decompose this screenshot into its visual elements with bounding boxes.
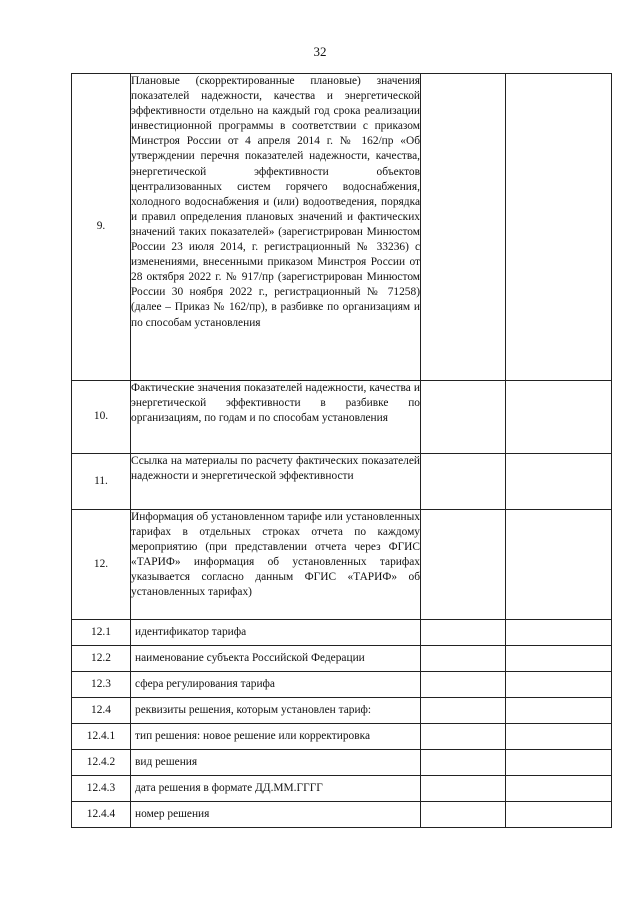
row-number: 10. (72, 381, 131, 454)
row-value-cell (506, 620, 612, 646)
row-description: наименование субъекта Российской Федерации (131, 646, 421, 672)
row-value-cell (421, 74, 506, 381)
row-value-cell (421, 620, 506, 646)
row-number: 11. (72, 454, 131, 510)
table-row (72, 802, 612, 828)
row-number: 12.4.3 (72, 776, 131, 802)
table-row (72, 750, 612, 776)
row-value-cell (421, 802, 506, 828)
row-value-cell (421, 672, 506, 698)
table-row (72, 620, 612, 646)
row-number: 12.4.4 (72, 802, 131, 828)
row-description-text: Информация об установленном тарифе или установленных тарифах в отдельных строках отчета по каждому мероприятию (при представлении отчета через ФГИС «ТАРИФ» информация об установленных тарифах указывается согласно данным ФГИС «ТАРИФ» об установленных тарифах) (131, 511, 420, 599)
table-row (72, 74, 612, 381)
row-number: 12.2 (72, 646, 131, 672)
row-description: идентификатор тарифа (131, 620, 421, 646)
row-description: номер решения (131, 802, 421, 828)
row-description: тип решения: новое решение или корректировка (131, 724, 421, 750)
row-value-cell (506, 74, 612, 381)
row-value-cell (506, 672, 612, 698)
row-description (131, 74, 421, 381)
row-value-cell (421, 381, 506, 454)
row-value-cell (506, 776, 612, 802)
row-value-cell (506, 510, 612, 620)
row-value-cell (506, 646, 612, 672)
row-value-cell (506, 381, 612, 454)
row-value-cell (506, 724, 612, 750)
row-value-cell (506, 750, 612, 776)
table-row (72, 698, 612, 724)
row-description: сфера регулирования тарифа (131, 672, 421, 698)
row-value-cell (506, 802, 612, 828)
row-value-cell (421, 646, 506, 672)
row-value-cell (421, 698, 506, 724)
row-description: вид решения (131, 750, 421, 776)
row-number: 12.4.1 (72, 724, 131, 750)
table-row (72, 381, 612, 454)
row-number: 9. (72, 74, 131, 381)
row-value-cell (421, 510, 506, 620)
row-description-text: Ссылка на материалы по расчету фактических показателей надежности и энергетической эффективности (131, 455, 420, 483)
table-row (72, 646, 612, 672)
table-row (72, 454, 612, 510)
row-value-cell (421, 776, 506, 802)
row-value-cell (506, 454, 612, 510)
row-description (131, 381, 421, 454)
row-value-cell (421, 750, 506, 776)
row-value-cell (506, 698, 612, 724)
row-number: 12. (72, 510, 131, 620)
page-number: 32 (313, 44, 327, 59)
table-row (72, 776, 612, 802)
table-row (72, 510, 612, 620)
row-description: реквизиты решения, которым установлен тариф: (131, 698, 421, 724)
row-description-text: Фактические значения показателей надежности, качества и энергетической эффективности в разбивке по организациям, по годам и по способам установления (131, 382, 420, 425)
indicators-table (71, 73, 612, 828)
row-description (131, 454, 421, 510)
row-description (131, 510, 421, 620)
row-value-cell (421, 454, 506, 510)
table-row (72, 672, 612, 698)
row-value-cell (421, 724, 506, 750)
row-description: дата решения в формате ДД.ММ.ГГГГ (131, 776, 421, 802)
row-number: 12.4 (72, 698, 131, 724)
row-number: 12.1 (72, 620, 131, 646)
table-row (72, 724, 612, 750)
row-number: 12.4.2 (72, 750, 131, 776)
row-number: 12.3 (72, 672, 131, 698)
row-description-text: Плановые (скорректированные плановые) значения показателей надежности, качества и энергетической эффективности отдельно на каждый год срока реализации инвестиционной программы в соответствии с приказом Минстроя России от 4 апреля 2014 г. № 162/пр «Об утверждении перечня показателей надежности, качества, энергетической эффективности объектов централизованных систем горячего водоснабжения, холодного водоснабжения и (или) водоотведения, порядка и правил определения плановых значений и фактических значений таких показателей» (зарегистрирован Минюстом России 23 июля 2014, г. регистрационный № 33236) с изменениями, внесенными приказом Минстроя России от 28 октября 2022 г. № 917/пр (зарегистрирован Минюстом России 30 ноября 2022 г., регистрационный № 71258) (далее – Приказ № 162/пр), в разбивке по организациям и по способам установления (131, 75, 420, 329)
